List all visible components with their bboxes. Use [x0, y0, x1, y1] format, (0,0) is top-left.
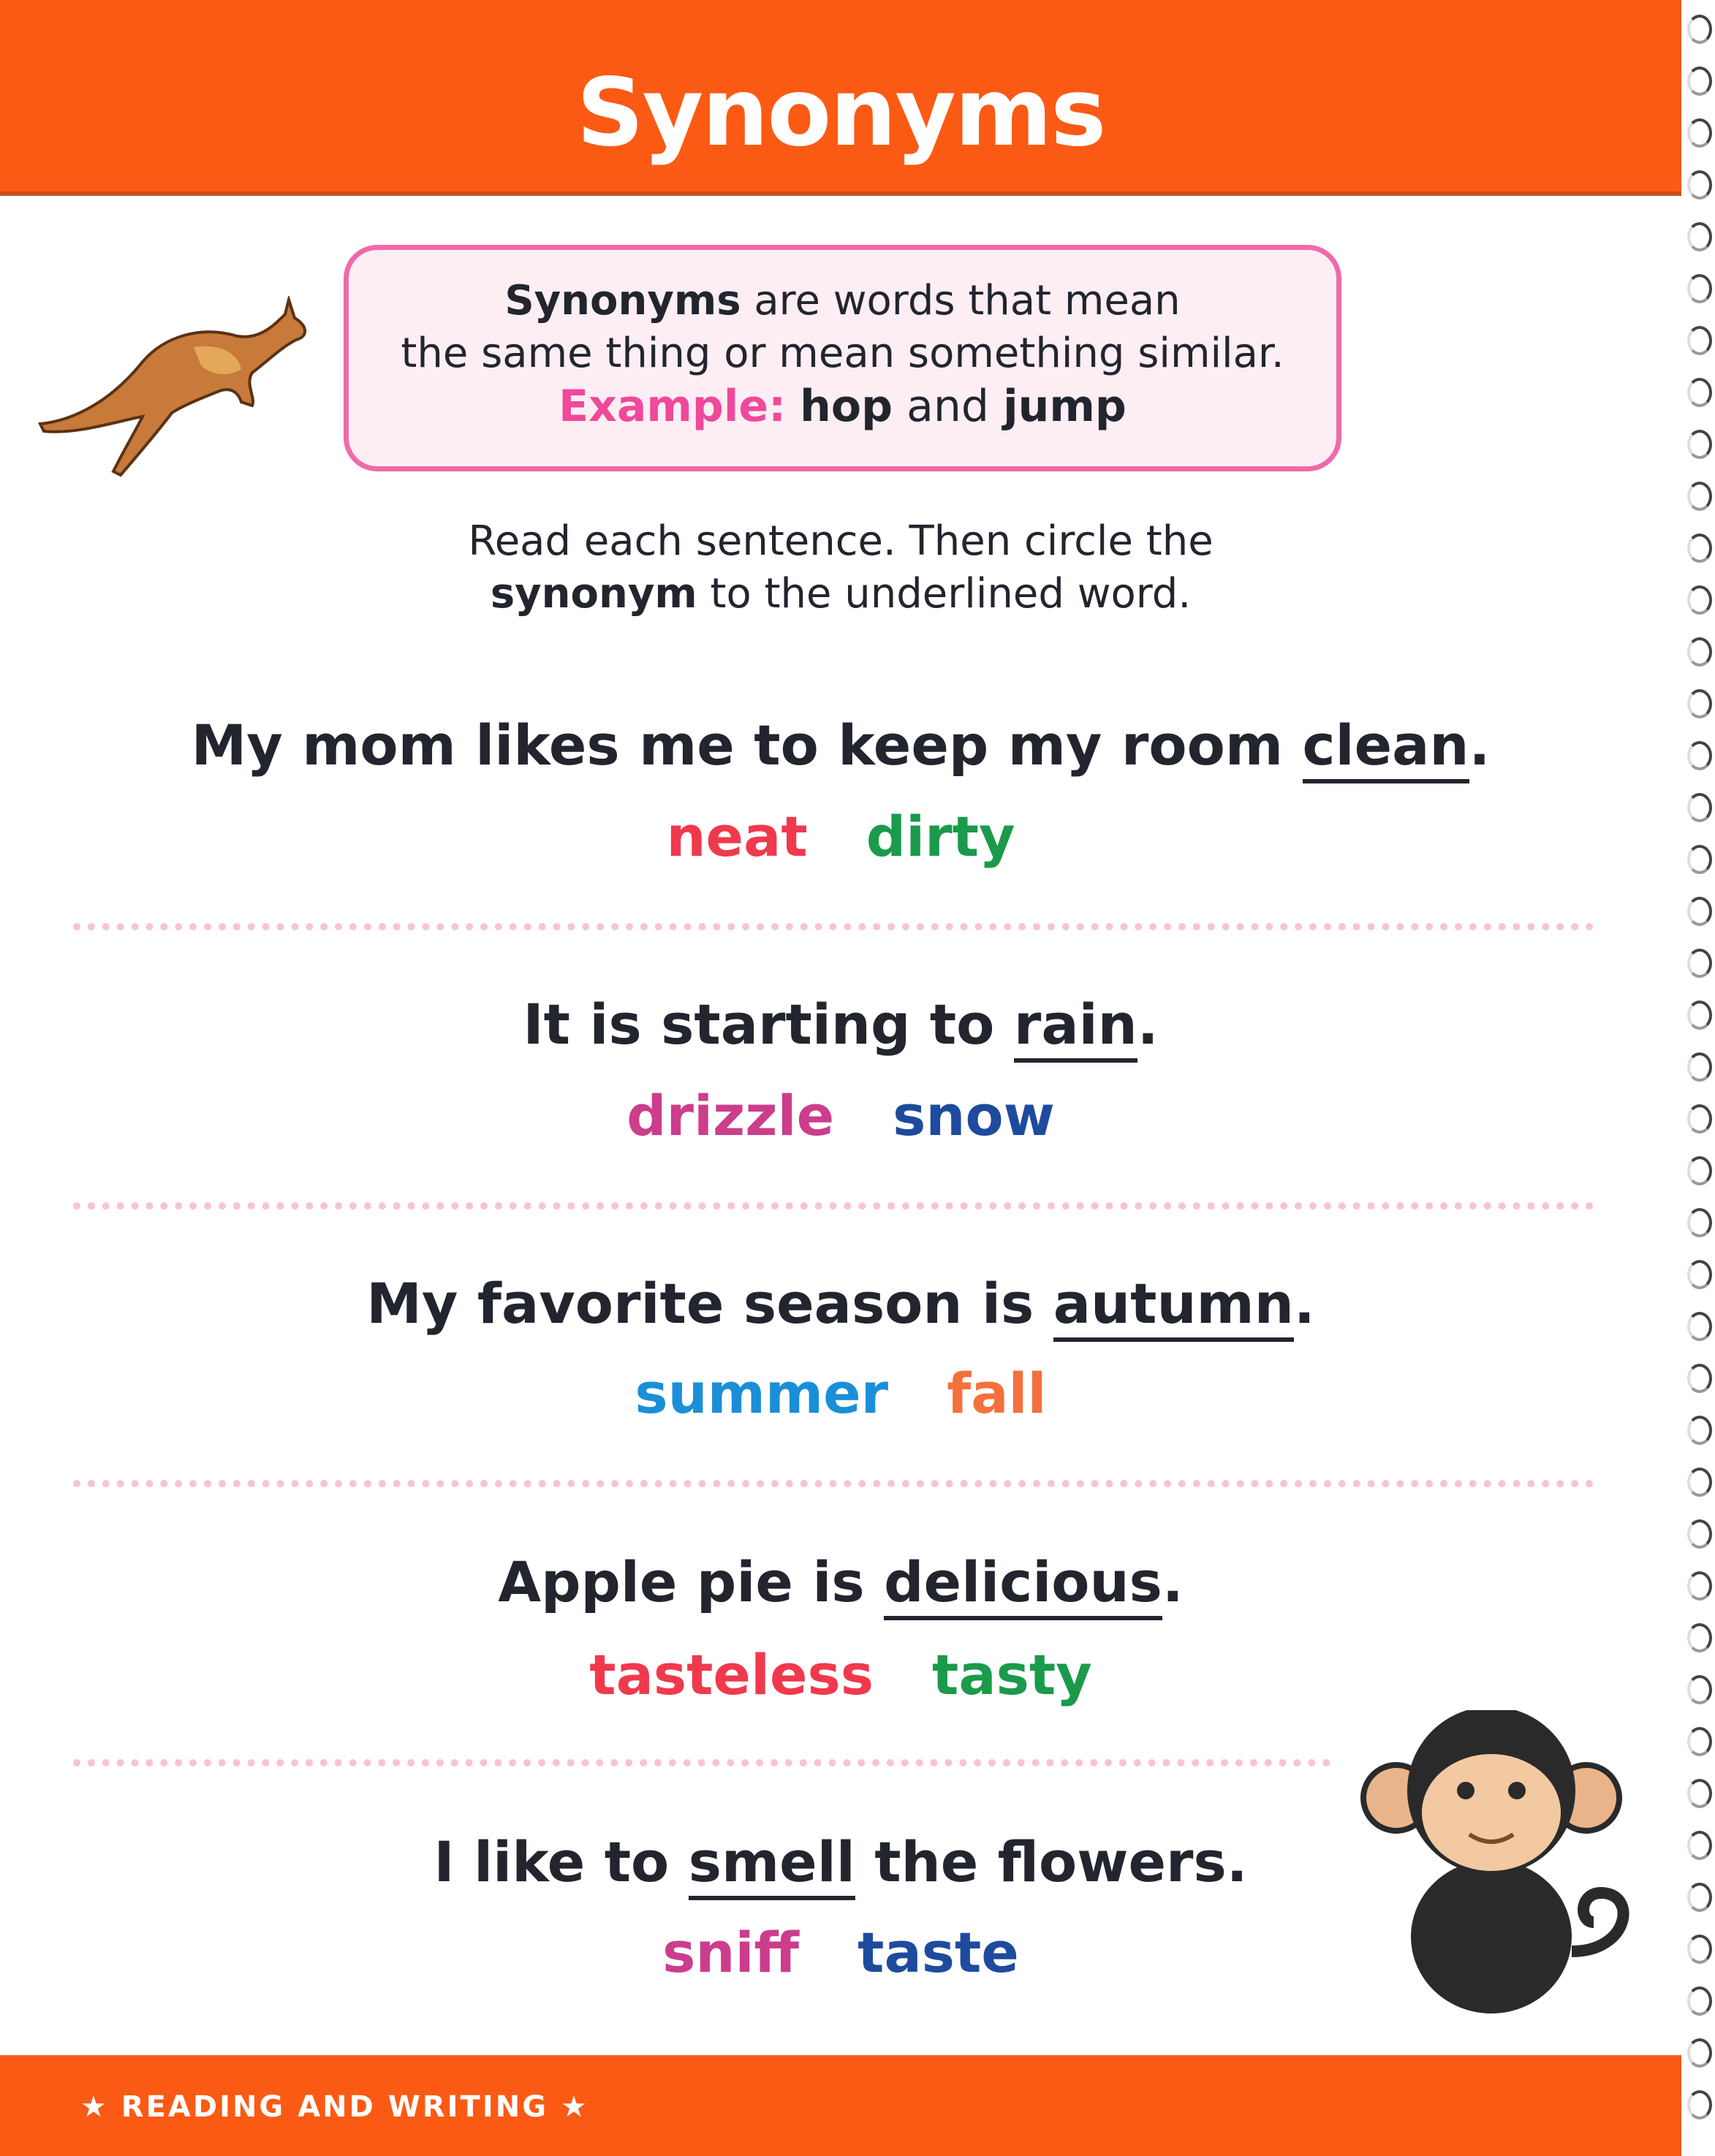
sentence-text: the flowers.: [855, 1829, 1248, 1894]
answer-option[interactable]: drizzle: [626, 1083, 835, 1148]
spiral-ring: [1687, 2038, 1712, 2068]
spiral-ring: [1687, 2090, 1712, 2119]
answer-options: [0, 1361, 1681, 1426]
spiral-ring: [1687, 326, 1712, 355]
underlined-word: smell: [689, 1829, 855, 1900]
spiral-ring: [1687, 1468, 1712, 1497]
question-sentence: [0, 992, 1681, 1057]
spiral-ring: [1687, 1831, 1712, 1860]
spiral-ring: [1687, 949, 1712, 978]
spiral-ring: [1687, 637, 1712, 667]
spiral-ring: [1687, 1416, 1712, 1445]
sentence-text: .: [1162, 1549, 1184, 1614]
spiral-ring: [1687, 378, 1712, 407]
spiral-ring: [1687, 1727, 1712, 1756]
spiral-ring: [1687, 482, 1712, 511]
answer-option[interactable]: snow: [893, 1083, 1055, 1148]
answer-options: [0, 1083, 1681, 1148]
sentence-text: I like to: [434, 1829, 689, 1894]
spiral-ring: [1687, 897, 1712, 926]
header-bar: [0, 0, 1681, 196]
dotted-divider: [73, 1480, 1594, 1487]
sentence-text: .: [1469, 713, 1491, 778]
sentence-text: .: [1137, 992, 1159, 1057]
definition-line-2: the same thing or mean something similar.: [401, 330, 1284, 377]
answer-option[interactable]: dirty: [866, 804, 1015, 869]
underlined-word: delicious: [884, 1549, 1162, 1620]
spiral-ring: [1687, 1571, 1712, 1601]
answer-options: [0, 804, 1681, 869]
question-sentence: [0, 713, 1681, 778]
dotted-divider: [73, 1202, 1594, 1210]
spiral-ring: [1687, 1675, 1712, 1704]
sentence-text: It is starting to: [523, 992, 1014, 1057]
spiral-ring: [1687, 793, 1712, 822]
spiral-ring: [1687, 1883, 1712, 1912]
answer-options: [0, 1642, 1681, 1707]
spiral-ring: [1687, 67, 1712, 96]
question-sentence: [0, 1271, 1681, 1336]
dotted-divider: [73, 923, 1594, 930]
footer-section-label: ★ READING AND WRITING ★: [80, 2090, 589, 2124]
answer-option[interactable]: fall: [947, 1361, 1047, 1426]
spiral-ring: [1687, 1779, 1712, 1808]
underlined-word: autumn: [1053, 1271, 1294, 1342]
spiral-ring: [1687, 1986, 1712, 2016]
page-title: Synonyms: [576, 58, 1105, 167]
spiral-ring: [1687, 845, 1712, 874]
spiral-ring: [1687, 585, 1712, 615]
underlined-word: rain: [1014, 992, 1137, 1063]
monkey-illustration: [1352, 1710, 1645, 2017]
dotted-divider: [73, 1759, 1330, 1766]
spiral-ring: [1687, 118, 1712, 148]
answer-option[interactable]: tasteless: [589, 1642, 874, 1707]
sentence-text: Apple pie is: [498, 1549, 885, 1614]
spiral-ring: [1687, 1104, 1712, 1134]
spiral-ring: [1687, 430, 1712, 459]
sentence-text: .: [1293, 1271, 1315, 1336]
spiral-ring: [1687, 1208, 1712, 1237]
answer-option[interactable]: tasty: [932, 1642, 1092, 1707]
instructions: Read each sentence. Then circle the synonym to the underlined word.: [468, 517, 1214, 618]
footer-bar: [0, 2055, 1681, 2156]
spiral-ring: [1687, 1260, 1712, 1289]
spiral-ring: [1687, 274, 1712, 303]
definition-box: [344, 245, 1341, 471]
spiral-ring: [1687, 1935, 1712, 1964]
sentence-text: My favorite season is: [366, 1271, 1053, 1336]
definition-example: Example: hop and jump: [559, 381, 1127, 432]
spiral-ring: [1687, 689, 1712, 718]
spiral-ring: [1687, 1156, 1712, 1185]
question-sentence: [0, 1549, 1681, 1614]
answer-option[interactable]: summer: [635, 1361, 889, 1426]
spiral-ring: [1687, 1623, 1712, 1652]
answer-option[interactable]: sniff: [662, 1920, 800, 1985]
answer-option[interactable]: taste: [858, 1920, 1019, 1985]
spiral-ring: [1687, 1519, 1712, 1549]
sentence-text: My mom likes me to keep my room: [191, 713, 1303, 778]
spiral-ring: [1687, 534, 1712, 563]
spiral-ring: [1687, 170, 1712, 200]
definition-line-1: Synonyms are words that mean: [504, 277, 1181, 324]
kangaroo-illustration: [33, 296, 311, 479]
underlined-word: clean: [1303, 713, 1469, 783]
spiral-ring: [1687, 15, 1712, 44]
spiral-ring: [1687, 1052, 1712, 1082]
spiral-ring: [1687, 1312, 1712, 1341]
spiral-binding: [1681, 0, 1715, 2156]
spiral-ring: [1687, 1001, 1712, 1030]
spiral-ring: [1687, 741, 1712, 770]
spiral-ring: [1687, 1364, 1712, 1393]
answer-option[interactable]: neat: [666, 804, 808, 869]
spiral-ring: [1687, 222, 1712, 251]
